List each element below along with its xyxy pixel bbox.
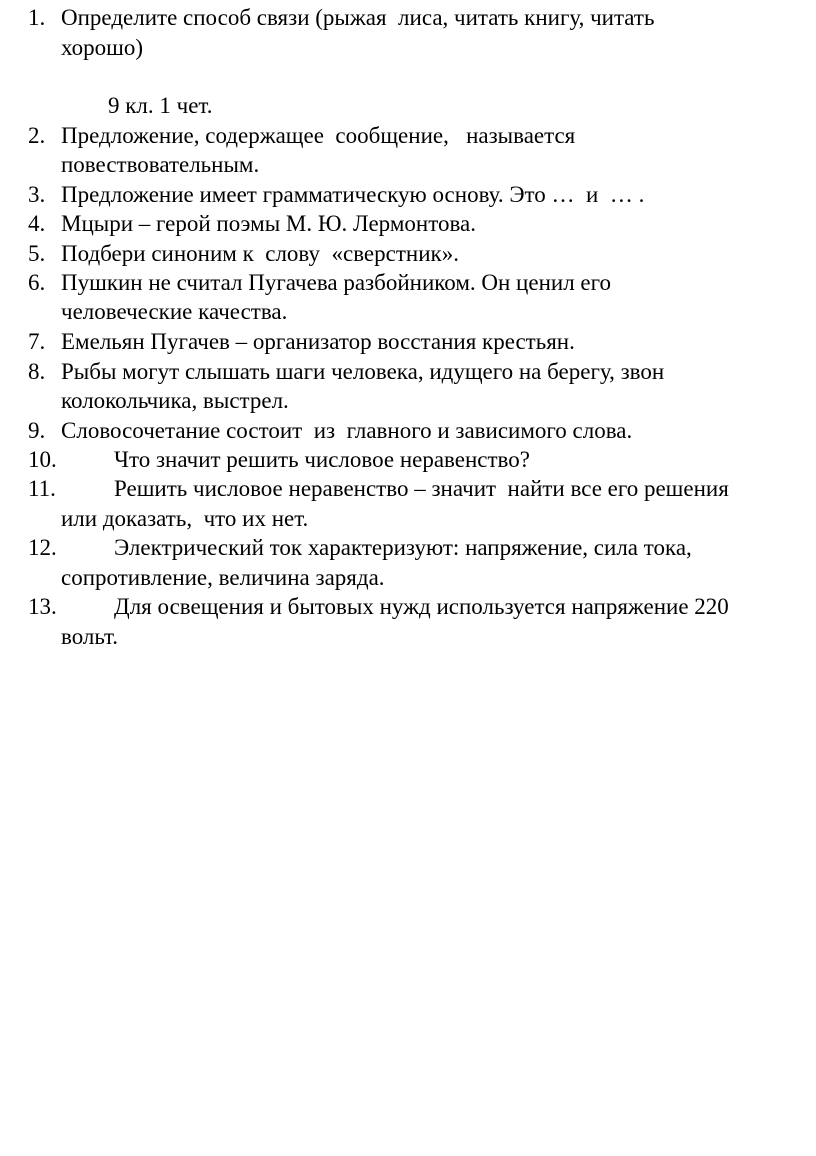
- item-text-line: хорошо): [61, 35, 143, 60]
- item-number: 11.: [28, 476, 56, 501]
- item-number: 8.: [28, 359, 46, 384]
- item-text-line: человеческие качества.: [61, 299, 288, 324]
- grade-note: 9 кл. 1 чет.: [108, 93, 213, 118]
- item-text-line: повествовательным.: [61, 152, 260, 177]
- item-text-line: Предложение, содержащее сообщение, называется: [61, 123, 576, 148]
- item-number: 1.: [28, 5, 46, 30]
- item-text-line: Предложение имеет грамматическую основу. Это … и … .: [61, 182, 645, 207]
- item-text-line: колокольчика, выстрел.: [61, 388, 289, 413]
- item-text-line: Что значит решить числовое неравенство?: [114, 447, 530, 472]
- item-number: 4.: [28, 211, 46, 236]
- item-number: 10.: [28, 447, 57, 472]
- item-text-line: Для освещения и бытовых нужд используется напряжение 220: [114, 594, 729, 619]
- item-text-line: сопротивление, величина заряда.: [61, 565, 385, 590]
- item-number: 2.: [28, 123, 46, 148]
- item-text-line: Емельян Пугачев – организатор восстания крестьян.: [61, 329, 575, 354]
- item-text-line: Словосочетание состоит из главного и зависимого слова.: [61, 418, 633, 443]
- item-number: 5.: [28, 241, 46, 266]
- item-number: 6.: [28, 270, 46, 295]
- item-text-line: Определите способ связи (рыжая лиса, читать книгу, читать: [61, 5, 655, 30]
- item-text-line: Мцыри – герой поэмы М. Ю. Лермонтова.: [61, 211, 476, 236]
- item-text-line: Решить числовое неравенство – значит найти все его решения: [114, 476, 729, 501]
- item-text-line: Рыбы могут слышать шаги человека, идущего на берегу, звон: [61, 359, 665, 384]
- item-number: 12.: [28, 535, 57, 560]
- item-text-line: Электрический ток характеризуют: напряжение, сила тока,: [114, 535, 692, 560]
- item-number: 3.: [28, 182, 46, 207]
- item-number: 13.: [28, 594, 57, 619]
- item-text-line: или доказать, что их нет.: [61, 506, 309, 531]
- item-text-line: вольт.: [61, 624, 119, 649]
- item-text-line: Пушкин не считал Пугачева разбойником. Он ценил его: [61, 270, 611, 295]
- item-number: 7.: [28, 329, 46, 354]
- item-number: 9.: [28, 418, 46, 443]
- item-text-line: Подбери синоним к слову «сверстник».: [61, 241, 459, 266]
